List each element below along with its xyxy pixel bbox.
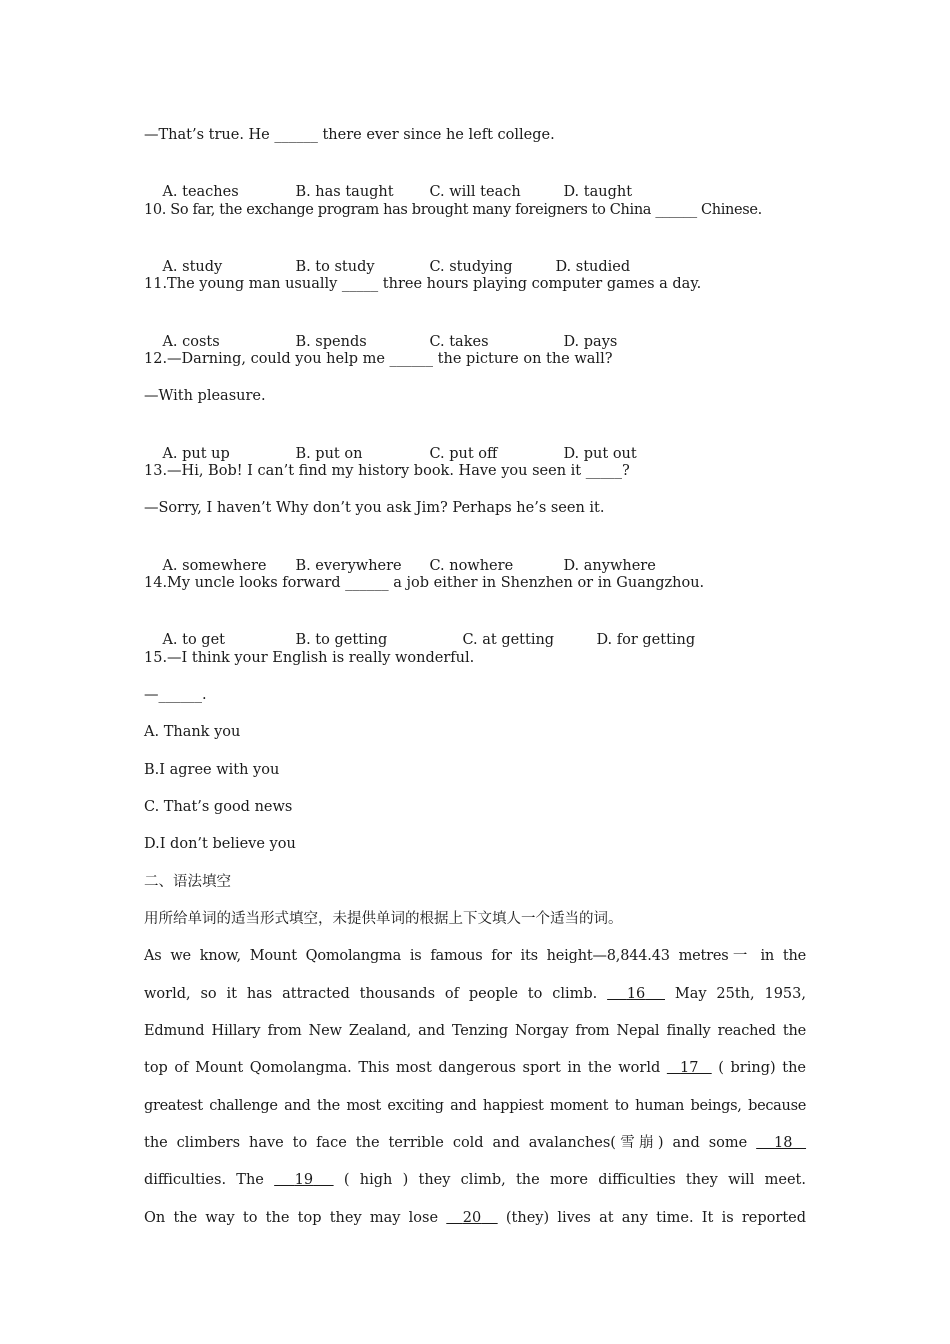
- passage-text: the climbers have to face the terrible cold and avalanches(雪崩) and some: [144, 1135, 748, 1151]
- q12-option-b: B. put on: [295, 446, 363, 462]
- q10-stem: 10. So far, the exchange program has brought many foreigners to China ______ Chinese.: [144, 202, 762, 218]
- q11-option-c: C. takes: [429, 334, 489, 350]
- q11-stem: 11.The young man usually _____ three hours playing computer games a day.: [144, 276, 702, 292]
- q15-option-c: C. That’s good news: [144, 799, 293, 815]
- q11-option-b: B. spends: [295, 334, 367, 350]
- blank-number: 19: [294, 1172, 314, 1188]
- blank-number: 16: [626, 986, 646, 1002]
- passage-text: May 25th, 1953,: [674, 986, 806, 1002]
- q14-option-d: D. for getting: [596, 632, 696, 648]
- passage-text: ( bring) the: [718, 1060, 806, 1076]
- q13-option-c: C. nowhere: [429, 558, 514, 574]
- q10-option-b: B. to study: [295, 259, 375, 275]
- q9-option-c: C. will teach: [429, 184, 521, 200]
- passage-text: top of Mount Qomolangma. This most dangerous sport in the world: [144, 1060, 661, 1076]
- passage-text: difficulties. The: [144, 1172, 264, 1188]
- q15-option-d: D.I don’t believe you: [144, 836, 296, 852]
- passage-line-4: [144, 1058, 806, 1078]
- q13-option-d: D. anywhere: [563, 558, 656, 574]
- q10-option-a: A. study: [162, 259, 223, 275]
- passage-line-7: [144, 1170, 806, 1190]
- passage-line-5: greatest challenge and the most exciting and happiest moment to human beings, because: [144, 1098, 806, 1114]
- q11-option-d: D. pays: [563, 334, 618, 350]
- q12-option-c: C. put off: [429, 446, 498, 462]
- q15-option-a: A. Thank you: [144, 724, 241, 740]
- passage-line-6: [144, 1133, 806, 1153]
- q12-option-d: D. put out: [563, 446, 637, 462]
- q10-option-d: D. studied: [555, 259, 631, 275]
- blank-number: 17: [680, 1060, 699, 1076]
- q14-option-b: B. to getting: [295, 632, 388, 648]
- q10-option-c: C. studying: [429, 259, 513, 275]
- blank-17: [667, 1060, 712, 1076]
- q14-option-a: A. to get: [162, 632, 225, 648]
- section-instruction: 用所给单词的适当形式填空，未提供单词的根据上下文填人一个适当的词。: [144, 911, 623, 927]
- passage-line-3: Edmund Hillary from New Zealand, and Tenzing Norgay from Nepal finally reached the: [144, 1023, 806, 1039]
- passage-text: On the way to the top they may lose: [144, 1210, 439, 1226]
- q9-option-b: B. has taught: [295, 184, 394, 200]
- blank-number: 20: [462, 1210, 482, 1226]
- q12-option-a: A. put up: [162, 446, 230, 462]
- q14-stem: 14.My uncle looks forward ______ a job either in Shenzhen or in Guangzhou.: [144, 575, 705, 591]
- passage-line-1: As we know, Mount Qomolangma is famous for its height—8,844.43 metres一 in the: [144, 948, 806, 964]
- q15-stem: 15.—I think your English is really wonderful.: [144, 650, 475, 666]
- q13-stem: 13.—Hi, Bob! I can’t find my history book. Have you seen it _____?: [144, 463, 630, 479]
- passage-line-8: [144, 1208, 806, 1228]
- q12-response-line: —With pleasure.: [144, 388, 266, 404]
- blank-20: [446, 1210, 497, 1226]
- q12-stem: 12.—Darning, could you help me ______ the picture on the wall?: [144, 351, 613, 367]
- q15-response-line: —______.: [144, 687, 207, 703]
- passage-text: world, so it has attracted thousands of people to climb.: [144, 986, 598, 1002]
- q15-option-b: B.I agree with you: [144, 762, 280, 778]
- blank-number: 18: [774, 1135, 793, 1151]
- q13-response-line: —Sorry, I haven’t Why don’t you ask Jim? Perhaps he’s seen it.: [144, 500, 605, 516]
- passage-text: (they) lives at any time. It is reported: [505, 1210, 807, 1226]
- q14-option-c: C. at getting: [462, 632, 555, 648]
- blank-18: [756, 1135, 806, 1151]
- blank-19: [274, 1172, 333, 1188]
- q9-response-line: —That’s true. He ______ there ever since he left college.: [144, 127, 555, 143]
- blank-16: [607, 986, 665, 1002]
- section-heading: 二、语法填空: [144, 874, 231, 890]
- q9-option-d: D. taught: [563, 184, 633, 200]
- q13-option-a: A. somewhere: [162, 558, 267, 574]
- passage-line-2: [144, 984, 806, 1004]
- passage-text: ( high ) they climb, the more difficulties they will meet.: [343, 1172, 806, 1188]
- q11-option-a: A. costs: [162, 334, 220, 350]
- q13-option-b: B. everywhere: [295, 558, 402, 574]
- q9-option-a: A. teaches: [162, 184, 239, 200]
